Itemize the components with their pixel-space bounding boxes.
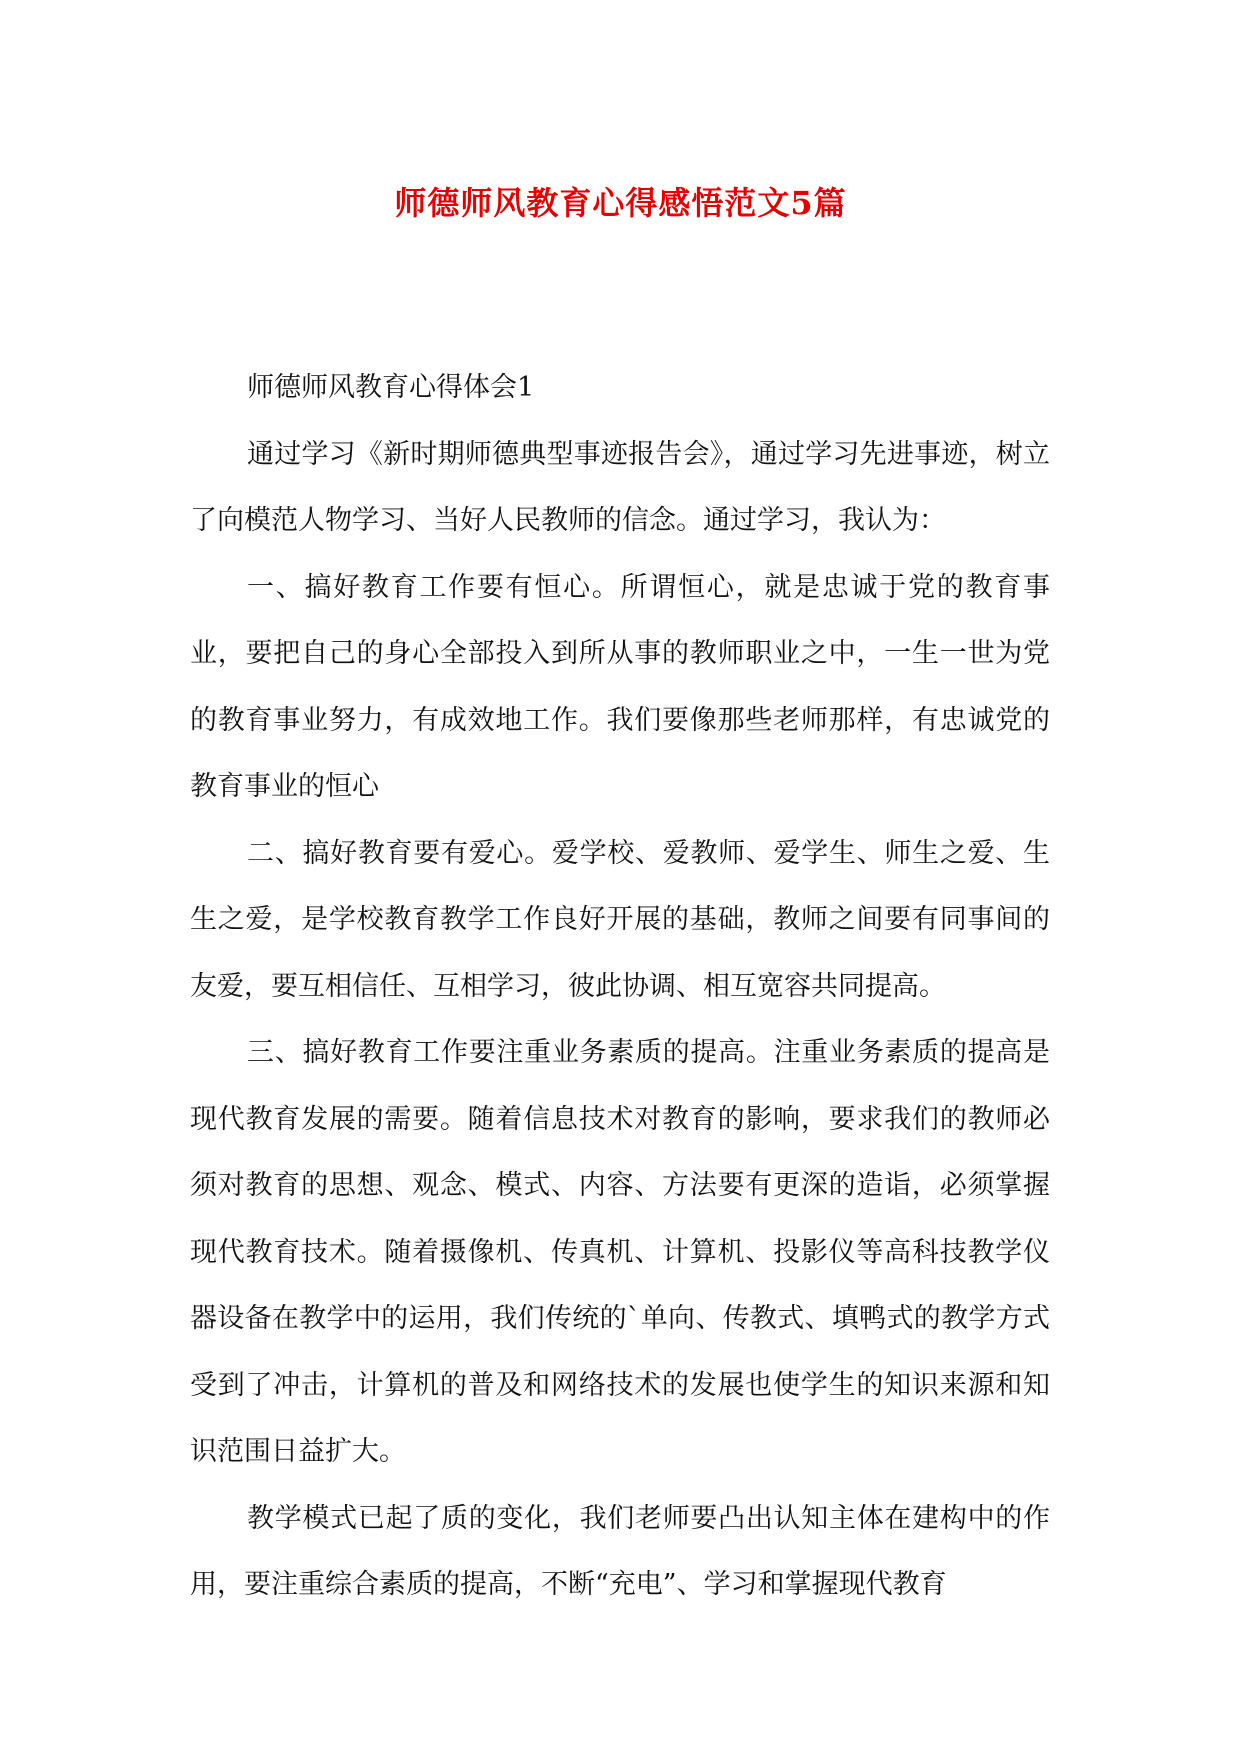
paragraph-intro: 通过学习《新时期师德典型事迹报告会》，通过学习先进事迹，树立了向模范人物学习、当好人民教师的信念。通过学习，我认为：	[190, 438, 1050, 536]
document-title: 师德师风教育心得感悟范文5篇	[394, 184, 847, 223]
paragraph-teaching-mode: 教学模式已起了质的变化，我们老师要凸出认知主体在建构中的作用，要注重综合素质的提高，不断“充电”、学习和掌握现代教育	[190, 1502, 1050, 1600]
document-body	[190, 355, 1050, 1619]
section-heading: 师德师风教育心得体会1	[247, 372, 535, 403]
paragraph-point-three: 三、搞好教育工作要注重业务素质的提高。注重业务素质的提高是现代教育发展的需要。随着信息技术对教育的影响，要求我们的教师必须对教育的思想、观念、模式、内容、方法要有更深的造诣，必须掌握现代教育技术。随着摄像机、传真机、计算机、投影仪等高科技教学仪器设备在教学中的运用，我们传统的`单向、传教式、填鸭式的教学方式受到了冲击，计算机的普及和网络技术的发展也使学生的知识来源和知识范围日益扩大。	[190, 1037, 1050, 1467]
paragraph-point-one: 一、搞好教育工作要有恒心。所谓恒心，就是忠诚于党的教育事业，要把自己的身心全部投入到所从事的教师职业之中，一生一世为党的教育事业努力，有成效地工作。我们要像那些老师那样，有忠诚党的教育事业的恒心	[190, 571, 1050, 802]
paragraph-point-two: 二、搞好教育要有爱心。爱学校、爱教师、爱学生、师生之爱、生生之爱，是学校教育教学工作良好开展的基础，教师之间要有同事间的友爱，要互相信任、互相学习，彼此协调、相互宽容共同提高。	[190, 837, 1050, 1002]
